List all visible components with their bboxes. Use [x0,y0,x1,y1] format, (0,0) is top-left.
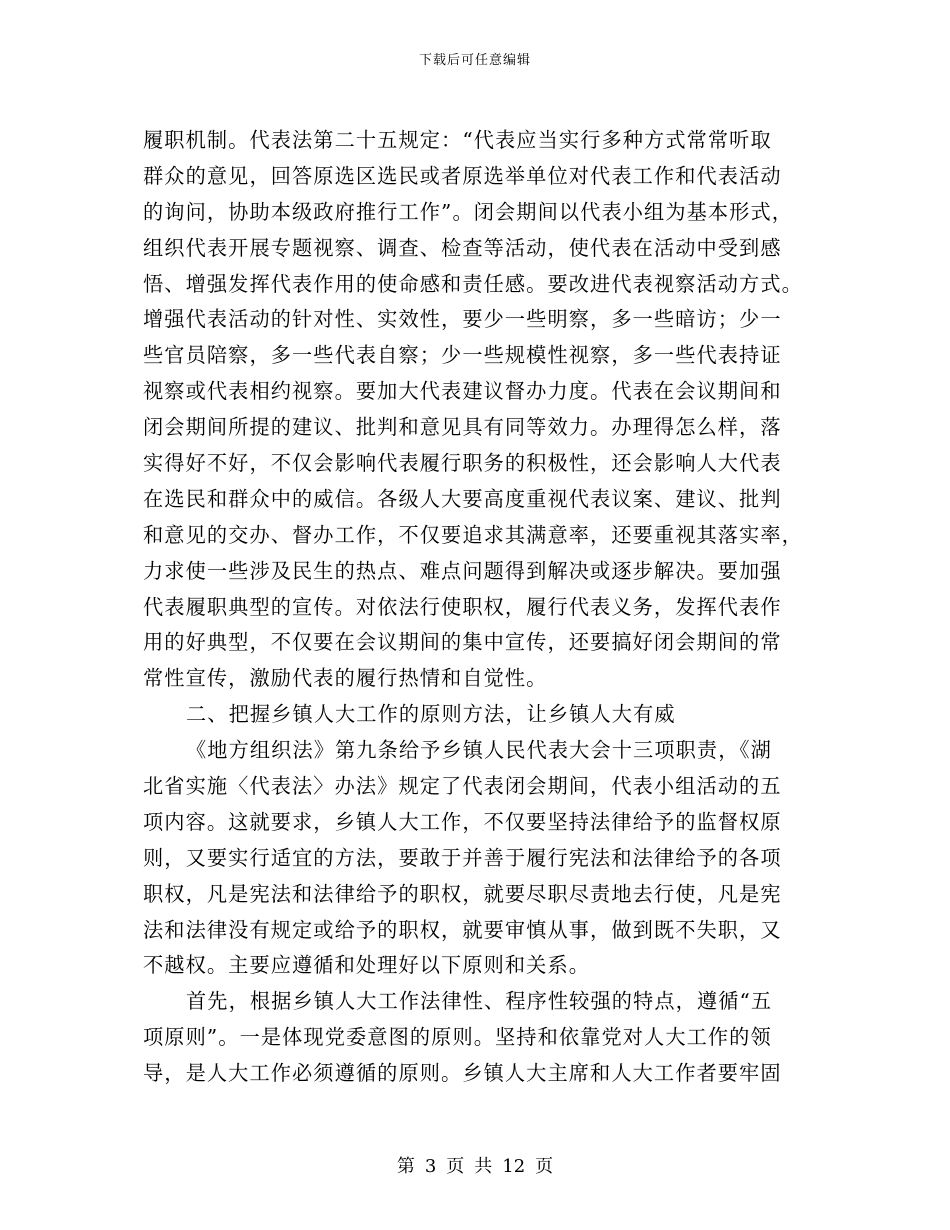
text-line: 实得好不好，不仅会影响代表履行职务的积极性，还会影响人大代表 [143,451,782,476]
total-pages-number: 12 [502,1156,526,1177]
text-line: 法和法律没有规定或给予的职权，就要审慎从事，做到既不失职，又 [143,917,782,942]
text-line: 视察或代表相约视察。要加大代表建议督办力度。代表在会议期间和 [143,379,782,404]
page-label-mid1: 页 [446,1156,465,1177]
text-line: 些官员陪察，多一些代表自察；少一些规模性视察，多一些代表持证 [143,343,782,368]
text-line: 用的好典型，不仅要在会议期间的集中宣传，还要搞好闭会期间的常 [143,630,782,655]
text-line: 首先，根据乡镇人大工作法律性、程序性较强的特点，遵循“五 [186,989,773,1014]
text-line: 北省实施〈代表法〉办法》规定了代表闭会期间，代表小组活动的五 [143,774,782,799]
current-page-number: 3 [424,1156,437,1177]
text-line: 常性宣传，激励代表的履行热情和自觉性。 [143,666,548,691]
text-line: 群众的意见，回答原选区选民或者原选举单位对代表工作和代表活动 [143,163,782,188]
text-line: 项内容。这就要求，乡镇人大工作，不仅要坚持法律给予的监督权原 [143,809,782,834]
text-line: 《地方组织法》第九条给予乡镇人民代表大会十三项职责，《湖 [186,738,772,763]
page-header: 下载后可任意编辑 [418,53,531,68]
text-line: 悟、增强发挥代表作用的使命感和责任感。要改进代表视察活动方式。 [143,271,803,296]
text-line: 力求使一些涉及民生的热点、难点问题得到解决或逐步解决。要加强 [143,558,782,583]
page-label-mid2: 共 [474,1156,493,1177]
text-line: 闭会期间所提的建议、批判和意见具有同等效力。办理得怎么样，落 [143,415,782,440]
page-footer [0,1156,950,1178]
document-body [143,126,811,1095]
text-line: 职权，凡是宪法和法律给予的职权，就要尽职尽责地去行使，凡是宪 [143,881,782,906]
text-line: 则，又要实行适宜的方法，要敢于并善于履行宪法和法律给予的各项 [143,845,782,870]
text-line: 的询问，协助本级政府推行工作”。闭会期间以代表小组为基本形式， [143,199,794,224]
text-line: 代表履职典型的宣传。对依法行使职权，履行代表义务，发挥代表作 [143,594,782,619]
text-line: 增强代表活动的针对性、实效性，要少一些明察，多一些暗访；少一 [143,307,782,332]
text-line: 在选民和群众中的威信。各级人大要高度重视代表议案、建议、批判 [143,486,782,511]
text-line: 导，是人大工作必须遵循的原则。乡镇人大主席和人大工作者要牢固 [143,1061,782,1086]
page-label-suffix: 页 [535,1156,554,1177]
text-line: 项原则”。一是体现党委意图的原则。坚持和依靠党对人大工作的领 [143,1025,772,1050]
text-line: 不越权。主要应遵循和处理好以下原则和关系。 [143,953,591,978]
text-line: 履职机制。代表法第二十五规定：“代表应当实行多种方式常常听取 [143,128,772,152]
page-label-prefix: 第 [396,1156,415,1177]
text-line: 和意见的交办、督办工作，不仅要追求其满意率，还要重视其落实率， [143,522,803,547]
text-line: 组织代表开展专题视察、调查、检查等活动，使代表在活动中受到感 [143,235,782,260]
section-heading: 二、把握乡镇人大工作的原则方法，让乡镇人大有威 [186,702,676,727]
